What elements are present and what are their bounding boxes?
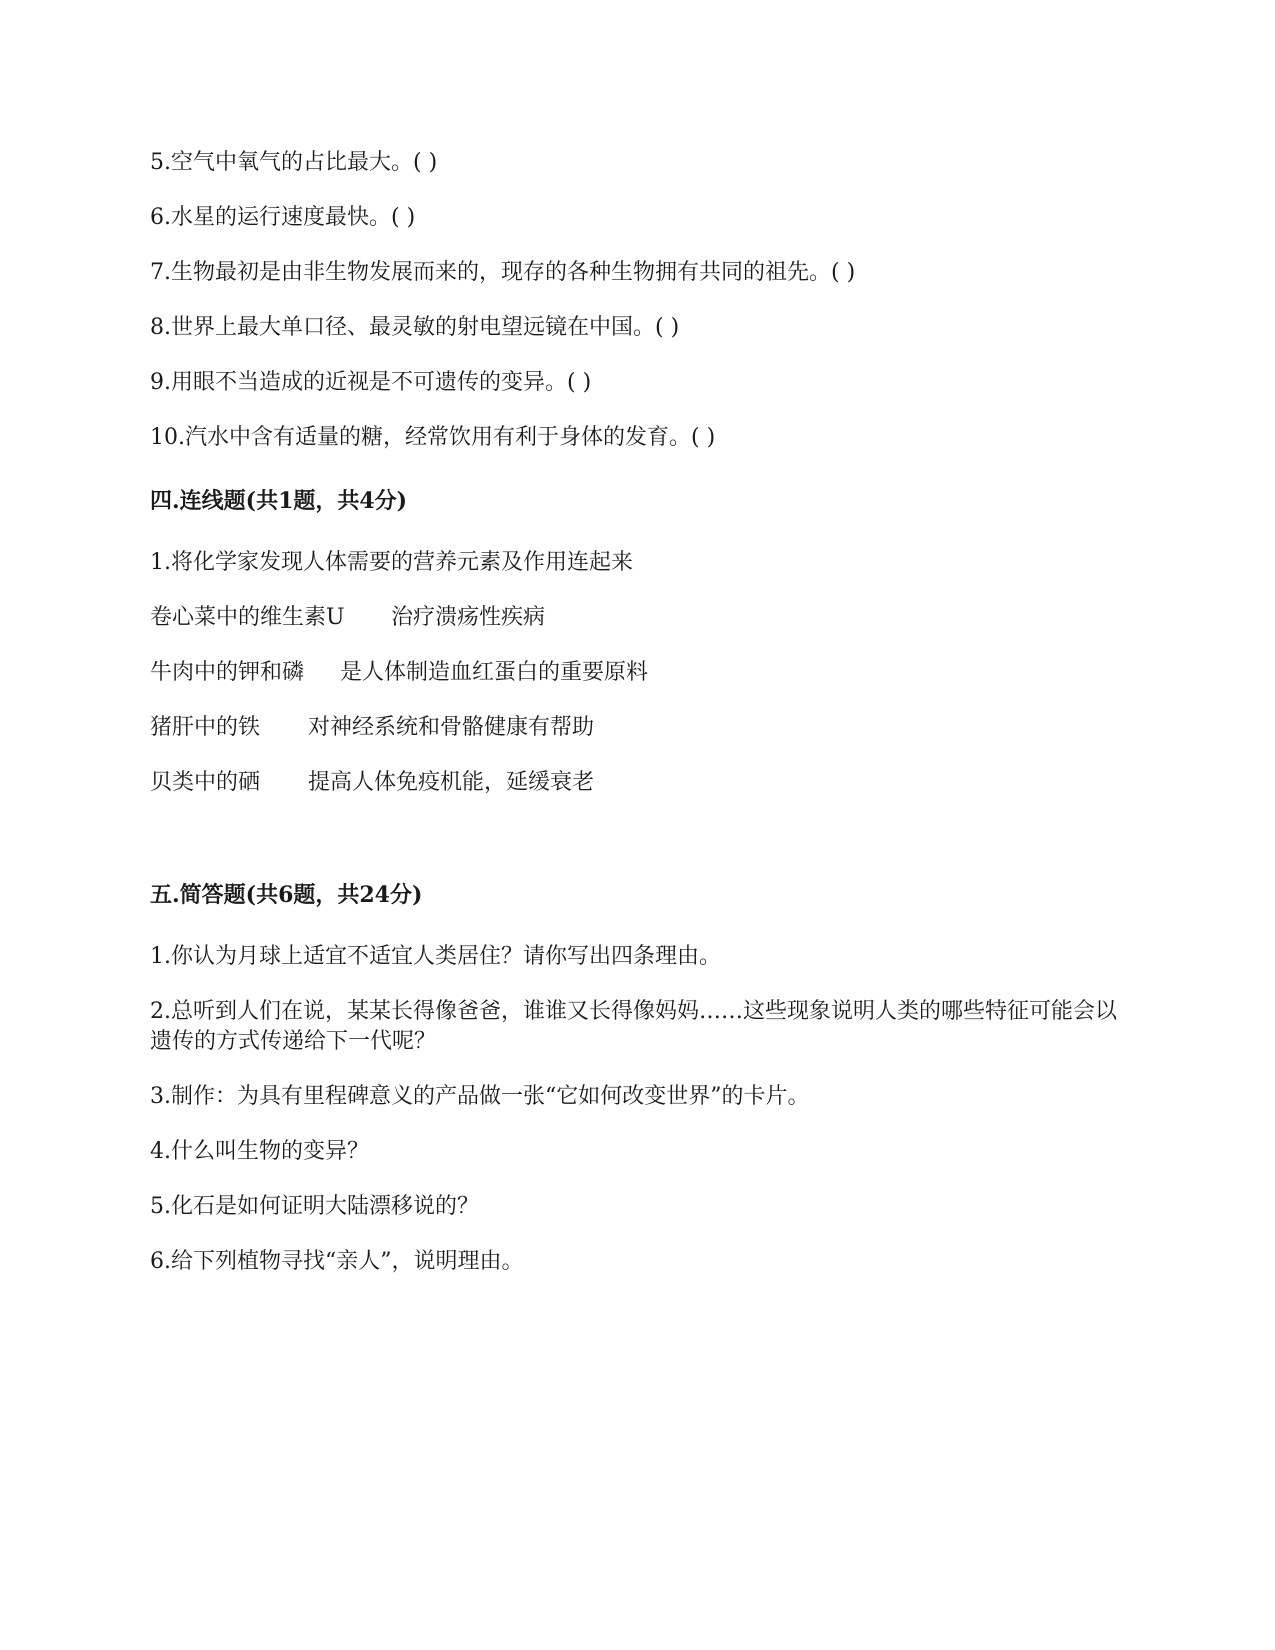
matching-row bbox=[150, 658, 649, 688]
short-answer-item-3: 3.制作：为具有里程碑意义的产品做一张“它如何改变世界”的卡片。 bbox=[150, 1084, 810, 1109]
matching-right-item: 治疗溃疡性疾病 bbox=[391, 605, 546, 630]
judgement-item-8: 8.世界上最大单口径、最灵敏的射电望远镜在中国。( ) bbox=[150, 315, 680, 340]
judgement-item-5: 5.空气中氧气的占比最大。( ) bbox=[150, 150, 438, 175]
matching-row bbox=[150, 768, 595, 798]
matching-left-item: 牛肉中的钾和磷 bbox=[150, 660, 305, 685]
judgement-item-7: 7.生物最初是由非生物发展而来的，现存的各种生物拥有共同的祖先。( ) bbox=[150, 260, 856, 285]
section-heading-short-answer: 五.简答题(共6题，共24分) bbox=[150, 882, 423, 908]
short-answer-item-4: 4.什么叫生物的变异？ bbox=[150, 1139, 369, 1164]
short-answer-item-5: 5.化石是如何证明大陆漂移说的？ bbox=[150, 1194, 479, 1219]
section-heading-matching: 四.连线题(共1题，共4分) bbox=[150, 488, 408, 514]
matching-left-item: 卷心菜中的维生素U bbox=[150, 605, 345, 630]
matching-row bbox=[150, 713, 595, 743]
short-answer-item-1: 1.你认为月球上适宜不适宜人类居住？请你写出四条理由。 bbox=[150, 944, 721, 969]
short-answer-item-2: 2.总听到人们在说，某某长得像爸爸，谁谁又长得像妈妈……这些现象说明人类的哪些特征可能会以遗传的方式传递给下一代呢？ bbox=[150, 999, 1117, 1054]
matching-left-item: 贝类中的硒 bbox=[150, 770, 261, 795]
matching-right-item: 对神经系统和骨骼健康有帮助 bbox=[308, 715, 595, 740]
matching-right-item: 是人体制造血红蛋白的重要原料 bbox=[340, 660, 649, 685]
short-answer-item-6: 6.给下列植物寻找“亲人”，说明理由。 bbox=[150, 1249, 524, 1274]
judgement-item-9: 9.用眼不当造成的近视是不可遗传的变异。( ) bbox=[150, 370, 592, 395]
matching-right-item: 提高人体免疫机能，延缓衰老 bbox=[308, 770, 595, 795]
matching-row bbox=[150, 603, 546, 633]
matching-left-item: 猪肝中的铁 bbox=[150, 715, 261, 740]
matching-question: 1.将化学家发现人体需要的营养元素及作用连起来 bbox=[150, 550, 633, 575]
judgement-item-6: 6.水星的运行速度最快。( ) bbox=[150, 205, 416, 230]
judgement-item-10: 10.汽水中含有适量的糖，经常饮用有利于身体的发育。( ) bbox=[150, 425, 716, 450]
